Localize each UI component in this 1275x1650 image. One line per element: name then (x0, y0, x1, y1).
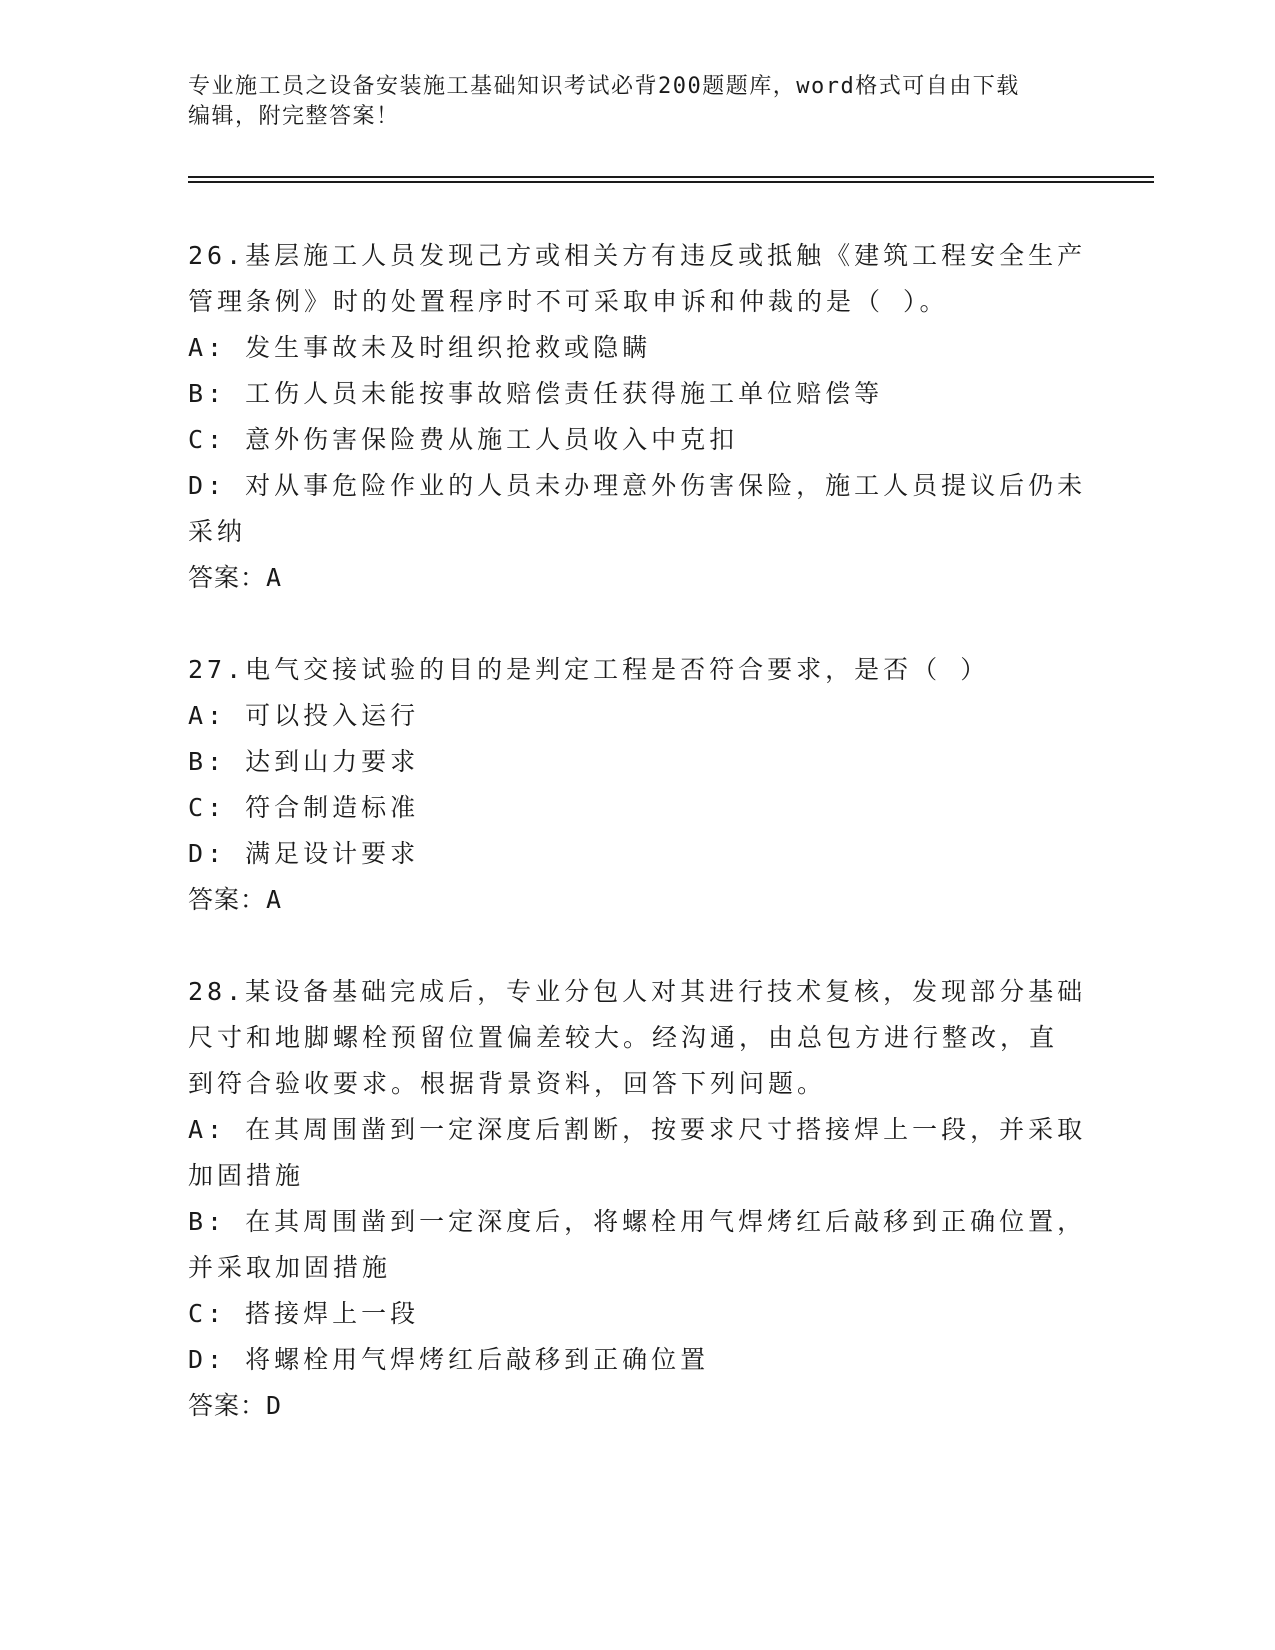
answer-line (188, 1383, 1088, 1429)
header-line-1: 专业施工员之设备安装施工基础知识考试必背200题题库，word格式可自由下载 (188, 74, 1020, 99)
option-c: C: 符合制造标准 (188, 793, 420, 822)
option-b: B: 达到山力要求 (188, 747, 420, 776)
answer-label: 答案： (188, 563, 267, 592)
question-stem: 管理条例》时的处置程序时不可采取申诉和仲裁的是（ ）。 (188, 287, 949, 316)
question-26 (188, 233, 1088, 601)
question-stem: 26.基层施工人员发现己方或相关方有违反或抵触《建筑工程安全生产 (188, 241, 1087, 270)
document-header (188, 72, 1088, 132)
option-a: A: 在其周围凿到一定深度后割断，按要求尺寸搭接焊上一段，并采取 (188, 1115, 1087, 1144)
option-d: D: 将螺栓用气焊烤红后敲移到正确位置 (188, 1345, 710, 1374)
option-a: A: 发生事故未及时组织抢救或隐瞒 (188, 333, 652, 362)
option-c: C: 搭接焊上一段 (188, 1299, 420, 1328)
option-d: D: 满足设计要求 (188, 839, 420, 868)
answer-line (188, 555, 1088, 601)
option-d: D: 对从事危险作业的人员未办理意外伤害保险，施工人员提议后仍未 (188, 471, 1087, 500)
question-list (188, 233, 1088, 1475)
answer-value: A (266, 885, 283, 914)
answer-label: 答案： (188, 1391, 267, 1420)
header-line-2: 编辑，附完整答案！ (188, 104, 400, 129)
answer-value: A (266, 563, 283, 592)
question-27 (188, 647, 1088, 923)
question-stem: 28.某设备基础完成后，专业分包人对其进行技术复核，发现部分基础 (188, 977, 1087, 1006)
answer-line (188, 877, 1088, 923)
option-a: A: 可以投入运行 (188, 701, 420, 730)
answer-value: D (266, 1391, 283, 1420)
option-b: B: 在其周围凿到一定深度后，将螺栓用气焊烤红后敲移到正确位置， (188, 1207, 1087, 1236)
answer-label: 答案： (188, 885, 267, 914)
option-a-continued: 加固措施 (188, 1161, 305, 1190)
option-b: B: 工伤人员未能按事故赔偿责任获得施工单位赔偿等 (188, 379, 884, 408)
question-28 (188, 969, 1088, 1429)
option-c: C: 意外伤害保险费从施工人员收入中克扣 (188, 425, 739, 454)
header-divider-top (188, 176, 1154, 178)
option-b-continued: 并采取加固措施 (188, 1253, 392, 1282)
question-stem: 27.电气交接试验的目的是判定工程是否符合要求，是否（ ） (188, 655, 990, 684)
header-divider-bottom (188, 181, 1154, 183)
option-d-continued: 采纳 (188, 517, 247, 546)
question-stem: 尺寸和地脚螺栓预留位置偏差较大。经沟通，由总包方进行整改，直 (188, 1023, 1059, 1052)
question-stem: 到符合验收要求。根据背景资料，回答下列问题。 (188, 1069, 827, 1098)
